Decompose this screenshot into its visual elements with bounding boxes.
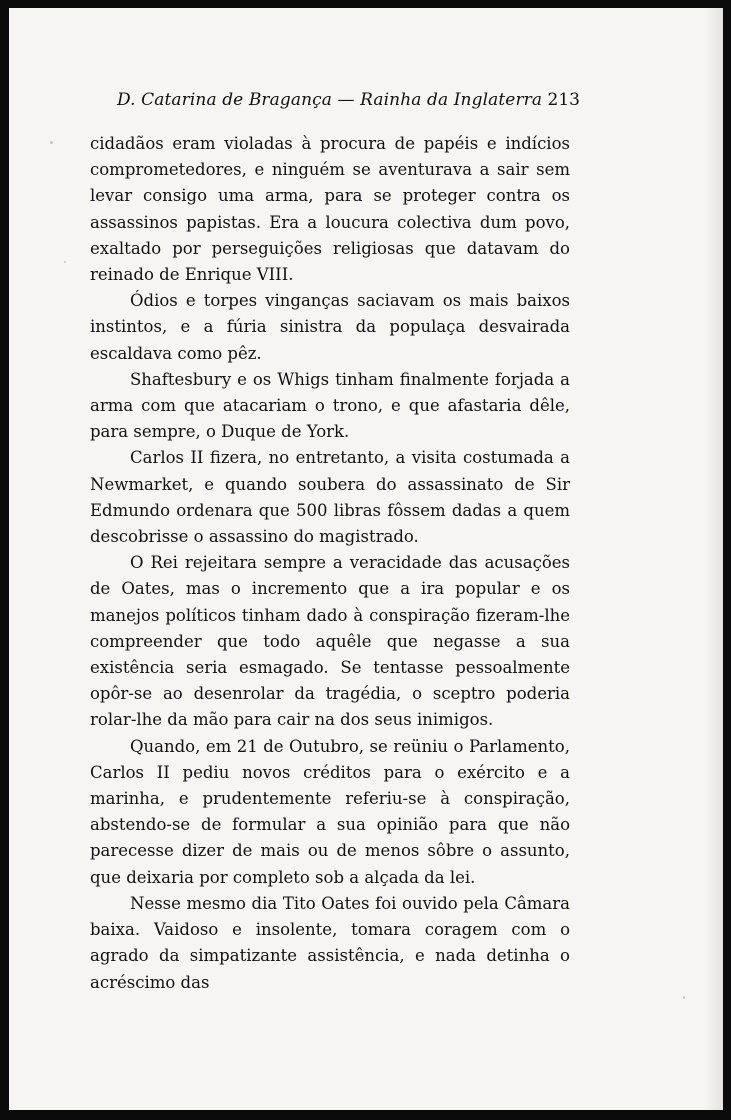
scan-speck [683,996,685,999]
book-page [9,8,723,1110]
running-title: D. Catarina de Bragança — Rainha da Inglaterra [117,90,543,110]
page-number: 213 [547,90,580,110]
paragraph-1: cidadãos eram violadas à procura de papéis e indícios comprometedores, e ninguém se aventurava a sair sem levar consigo uma arma, para se proteger contra os assassinos papistas. Era a loucura colectiva dum povo, exaltado por perseguições religiosas que datavam do reinado de Enrique VIII. [90,134,570,285]
paragraph-6: Quando, em 21 de Outubro, se reüniu o Parlamento, Carlos II pediu novos créditos para o exército e a marinha, e prudentemente referiu-se à conspiração, abstendo-se de formular a sua opinião para que não parecesse dizer de mais ou de menos sôbre o assunto, que deixaria por completo sob a alçada da lei. [90,736,570,887]
body-text [90,131,570,996]
scan-speck [561,384,563,386]
paragraph-5: O Rei rejeitara sempre a veracidade das acusações de Oates, mas o incremento que a ira popular e os manejos políticos tinham dado à conspiração fizeram-lhe compreender que todo aquêle que negasse a sua existência seria esmagado. Se tentasse pessoalmente opôr-se ao desenrolar da tragédia, o sceptro poderia rolar-lhe da mão para cair na dos seus inimigos. [90,553,570,730]
paragraph-4: Carlos II fizera, no entretanto, a visita costumada a Newmarket, e quando soubera do assassinato de Sir Edmundo ordenara que 500 libras fôssem dadas a quem descobrisse o assassino do magistrado. [90,448,570,547]
paragraph-7: Nesse mesmo dia Tito Oates foi ouvido pela Câmara baixa. Vaidoso e insolente, tomara coragem com o agrado da simpatizante assistência, e nada detinha o acréscimo das [90,893,570,992]
paragraph-2: Ódios e torpes vinganças saciavam os mais baixos instintos, e a fúria sinistra da populaça desvairada escaldava como pêz. [90,291,570,363]
scan-speck [50,141,53,144]
page-header [117,90,580,116]
paragraph-3: Shaftesbury e os Whigs tinham finalmente forjada a arma com que atacariam o trono, e que afastaria dêle, para sempre, o Duque de York. [90,369,570,442]
scan-shadow [705,8,723,1110]
scan-speck [64,261,66,263]
